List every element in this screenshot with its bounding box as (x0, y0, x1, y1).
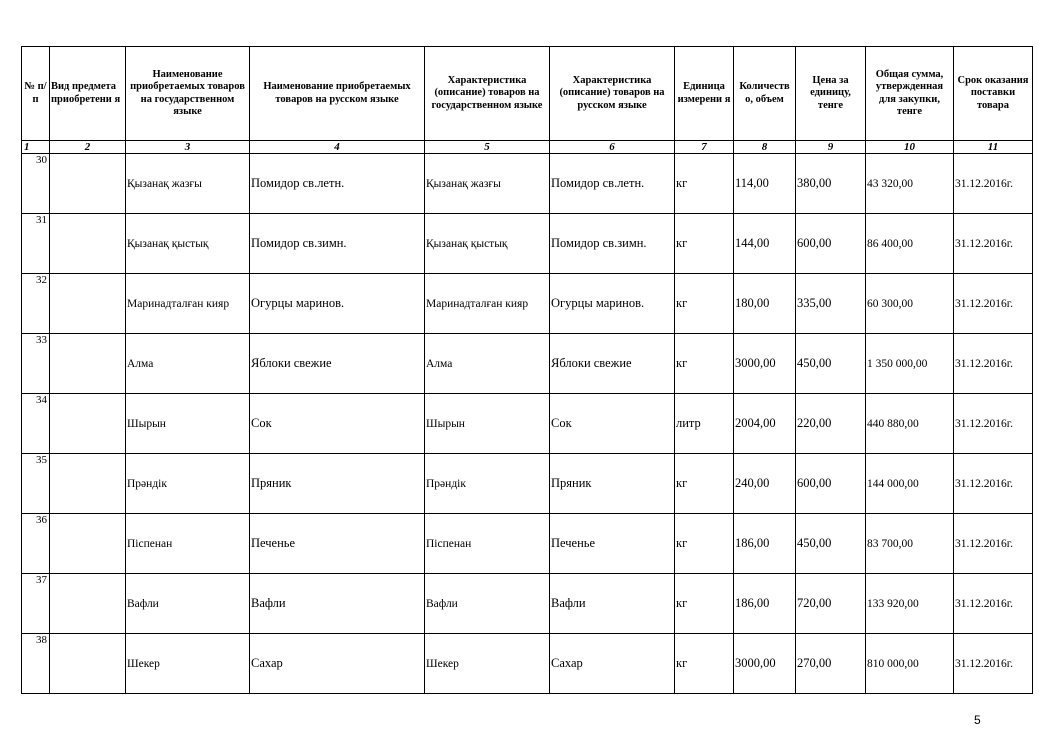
name-kz-cell: Маринадталған кияр (126, 274, 250, 334)
column-number: 10 (866, 141, 954, 154)
row-number-cell: 33 (22, 334, 50, 394)
deadline-cell: 31.12.2016г. (954, 514, 1033, 574)
row-number-cell: 36 (22, 514, 50, 574)
unit-cell: кг (675, 634, 734, 694)
desc-kz-cell: Алма (425, 334, 550, 394)
desc-kz-cell: Прәндік (425, 454, 550, 514)
quantity-cell: 114,00 (734, 154, 796, 214)
item-type-cell (50, 154, 126, 214)
table-row (22, 454, 1033, 514)
desc-kz-cell: Шырын (425, 394, 550, 454)
item-type-cell (50, 454, 126, 514)
name-ru-cell: Помидор св.зимн. (250, 214, 425, 274)
table-body (22, 154, 1033, 694)
table-row (22, 634, 1033, 694)
price-cell: 220,00 (796, 394, 866, 454)
deadline-cell: 31.12.2016г. (954, 454, 1033, 514)
quantity-cell: 3000,00 (734, 334, 796, 394)
price-cell: 335,00 (796, 274, 866, 334)
column-number: 5 (425, 141, 550, 154)
name-kz-cell: Вафли (126, 574, 250, 634)
deadline-cell: 31.12.2016г. (954, 154, 1033, 214)
name-ru-cell: Сахар (250, 634, 425, 694)
quantity-cell: 186,00 (734, 514, 796, 574)
header-desc-kz: Характеристика (описание) товаров на государственном языке (425, 47, 550, 141)
name-ru-cell: Помидор св.летн. (250, 154, 425, 214)
deadline-cell: 31.12.2016г. (954, 274, 1033, 334)
total-cell: 1 350 000,00 (866, 334, 954, 394)
name-ru-cell: Яблоки свежие (250, 334, 425, 394)
name-kz-cell: Піспенан (126, 514, 250, 574)
unit-cell: литр (675, 394, 734, 454)
table-row (22, 154, 1033, 214)
price-cell: 380,00 (796, 154, 866, 214)
desc-ru-cell: Печенье (550, 514, 675, 574)
desc-kz-cell: Шекер (425, 634, 550, 694)
unit-cell: кг (675, 154, 734, 214)
header-item-type: Вид предмета приобретени я (50, 47, 126, 141)
desc-ru-cell: Помидор св.зимн. (550, 214, 675, 274)
header-name-ru: Наименование приобретаемых товаров на русском языке (250, 47, 425, 141)
column-number: 2 (50, 141, 126, 154)
table-row (22, 394, 1033, 454)
header-unit: Единица измерени я (675, 47, 734, 141)
total-cell: 86 400,00 (866, 214, 954, 274)
quantity-cell: 240,00 (734, 454, 796, 514)
column-number: 9 (796, 141, 866, 154)
row-number-cell: 30 (22, 154, 50, 214)
deadline-cell: 31.12.2016г. (954, 214, 1033, 274)
desc-ru-cell: Сахар (550, 634, 675, 694)
total-cell: 43 320,00 (866, 154, 954, 214)
desc-kz-cell: Вафли (425, 574, 550, 634)
total-cell: 810 000,00 (866, 634, 954, 694)
header-deadline: Срок оказания поставки товара (954, 47, 1033, 141)
desc-ru-cell: Огурцы маринов. (550, 274, 675, 334)
table-row (22, 214, 1033, 274)
table-row (22, 274, 1033, 334)
unit-cell: кг (675, 334, 734, 394)
unit-cell: кг (675, 574, 734, 634)
column-number: 11 (954, 141, 1033, 154)
name-ru-cell: Сок (250, 394, 425, 454)
header-total: Общая сумма, утвержденная для закупки, тенге (866, 47, 954, 141)
column-number: 4 (250, 141, 425, 154)
price-cell: 450,00 (796, 514, 866, 574)
price-cell: 450,00 (796, 334, 866, 394)
desc-ru-cell: Пряник (550, 454, 675, 514)
row-number-cell: 35 (22, 454, 50, 514)
header-name-kz: Наименование приобретаемых товаров на государственном языке (126, 47, 250, 141)
column-number-row (22, 141, 1033, 154)
unit-cell: кг (675, 514, 734, 574)
desc-ru-cell: Вафли (550, 574, 675, 634)
header-price: Цена за единицу, тенге (796, 47, 866, 141)
quantity-cell: 180,00 (734, 274, 796, 334)
quantity-cell: 2004,00 (734, 394, 796, 454)
price-cell: 600,00 (796, 454, 866, 514)
quantity-cell: 186,00 (734, 574, 796, 634)
item-type-cell (50, 574, 126, 634)
unit-cell: кг (675, 454, 734, 514)
desc-ru-cell: Яблоки свежие (550, 334, 675, 394)
desc-kz-cell: Қызанақ жазғы (425, 154, 550, 214)
header-desc-ru: Характеристика (описание) товаров на русском языке (550, 47, 675, 141)
deadline-cell: 31.12.2016г. (954, 394, 1033, 454)
name-kz-cell: Алма (126, 334, 250, 394)
total-cell: 144 000,00 (866, 454, 954, 514)
price-cell: 600,00 (796, 214, 866, 274)
price-cell: 720,00 (796, 574, 866, 634)
page-number: 5 (974, 713, 981, 727)
column-number: 6 (550, 141, 675, 154)
total-cell: 440 880,00 (866, 394, 954, 454)
unit-cell: кг (675, 274, 734, 334)
table-row (22, 334, 1033, 394)
row-number-cell: 34 (22, 394, 50, 454)
name-ru-cell: Печенье (250, 514, 425, 574)
name-ru-cell: Вафли (250, 574, 425, 634)
unit-cell: кг (675, 214, 734, 274)
table-row (22, 514, 1033, 574)
name-kz-cell: Қызанақ жазғы (126, 154, 250, 214)
row-number-cell: 32 (22, 274, 50, 334)
total-cell: 133 920,00 (866, 574, 954, 634)
header-row (22, 47, 1033, 141)
quantity-cell: 3000,00 (734, 634, 796, 694)
column-number: 3 (126, 141, 250, 154)
name-kz-cell: Шырын (126, 394, 250, 454)
desc-kz-cell: Қызанақ қыстық (425, 214, 550, 274)
name-ru-cell: Огурцы маринов. (250, 274, 425, 334)
deadline-cell: 31.12.2016г. (954, 574, 1033, 634)
row-number-cell: 31 (22, 214, 50, 274)
row-number-cell: 37 (22, 574, 50, 634)
deadline-cell: 31.12.2016г. (954, 334, 1033, 394)
column-number: 1 (22, 141, 50, 154)
item-type-cell (50, 274, 126, 334)
item-type-cell (50, 214, 126, 274)
quantity-cell: 144,00 (734, 214, 796, 274)
name-kz-cell: Шекер (126, 634, 250, 694)
header-quantity: Количеств о, объем (734, 47, 796, 141)
item-type-cell (50, 514, 126, 574)
name-ru-cell: Пряник (250, 454, 425, 514)
desc-kz-cell: Маринадталған кияр (425, 274, 550, 334)
desc-ru-cell: Сок (550, 394, 675, 454)
header-number: № п/п (22, 47, 50, 141)
deadline-cell: 31.12.2016г. (954, 634, 1033, 694)
name-kz-cell: Қызанақ қыстық (126, 214, 250, 274)
desc-ru-cell: Помидор св.летн. (550, 154, 675, 214)
item-type-cell (50, 334, 126, 394)
column-number: 7 (675, 141, 734, 154)
name-kz-cell: Прәндік (126, 454, 250, 514)
item-type-cell (50, 634, 126, 694)
desc-kz-cell: Піспенан (425, 514, 550, 574)
item-type-cell (50, 394, 126, 454)
column-number: 8 (734, 141, 796, 154)
price-cell: 270,00 (796, 634, 866, 694)
table-row (22, 574, 1033, 634)
row-number-cell: 38 (22, 634, 50, 694)
total-cell: 60 300,00 (866, 274, 954, 334)
procurement-table (21, 46, 1033, 694)
total-cell: 83 700,00 (866, 514, 954, 574)
